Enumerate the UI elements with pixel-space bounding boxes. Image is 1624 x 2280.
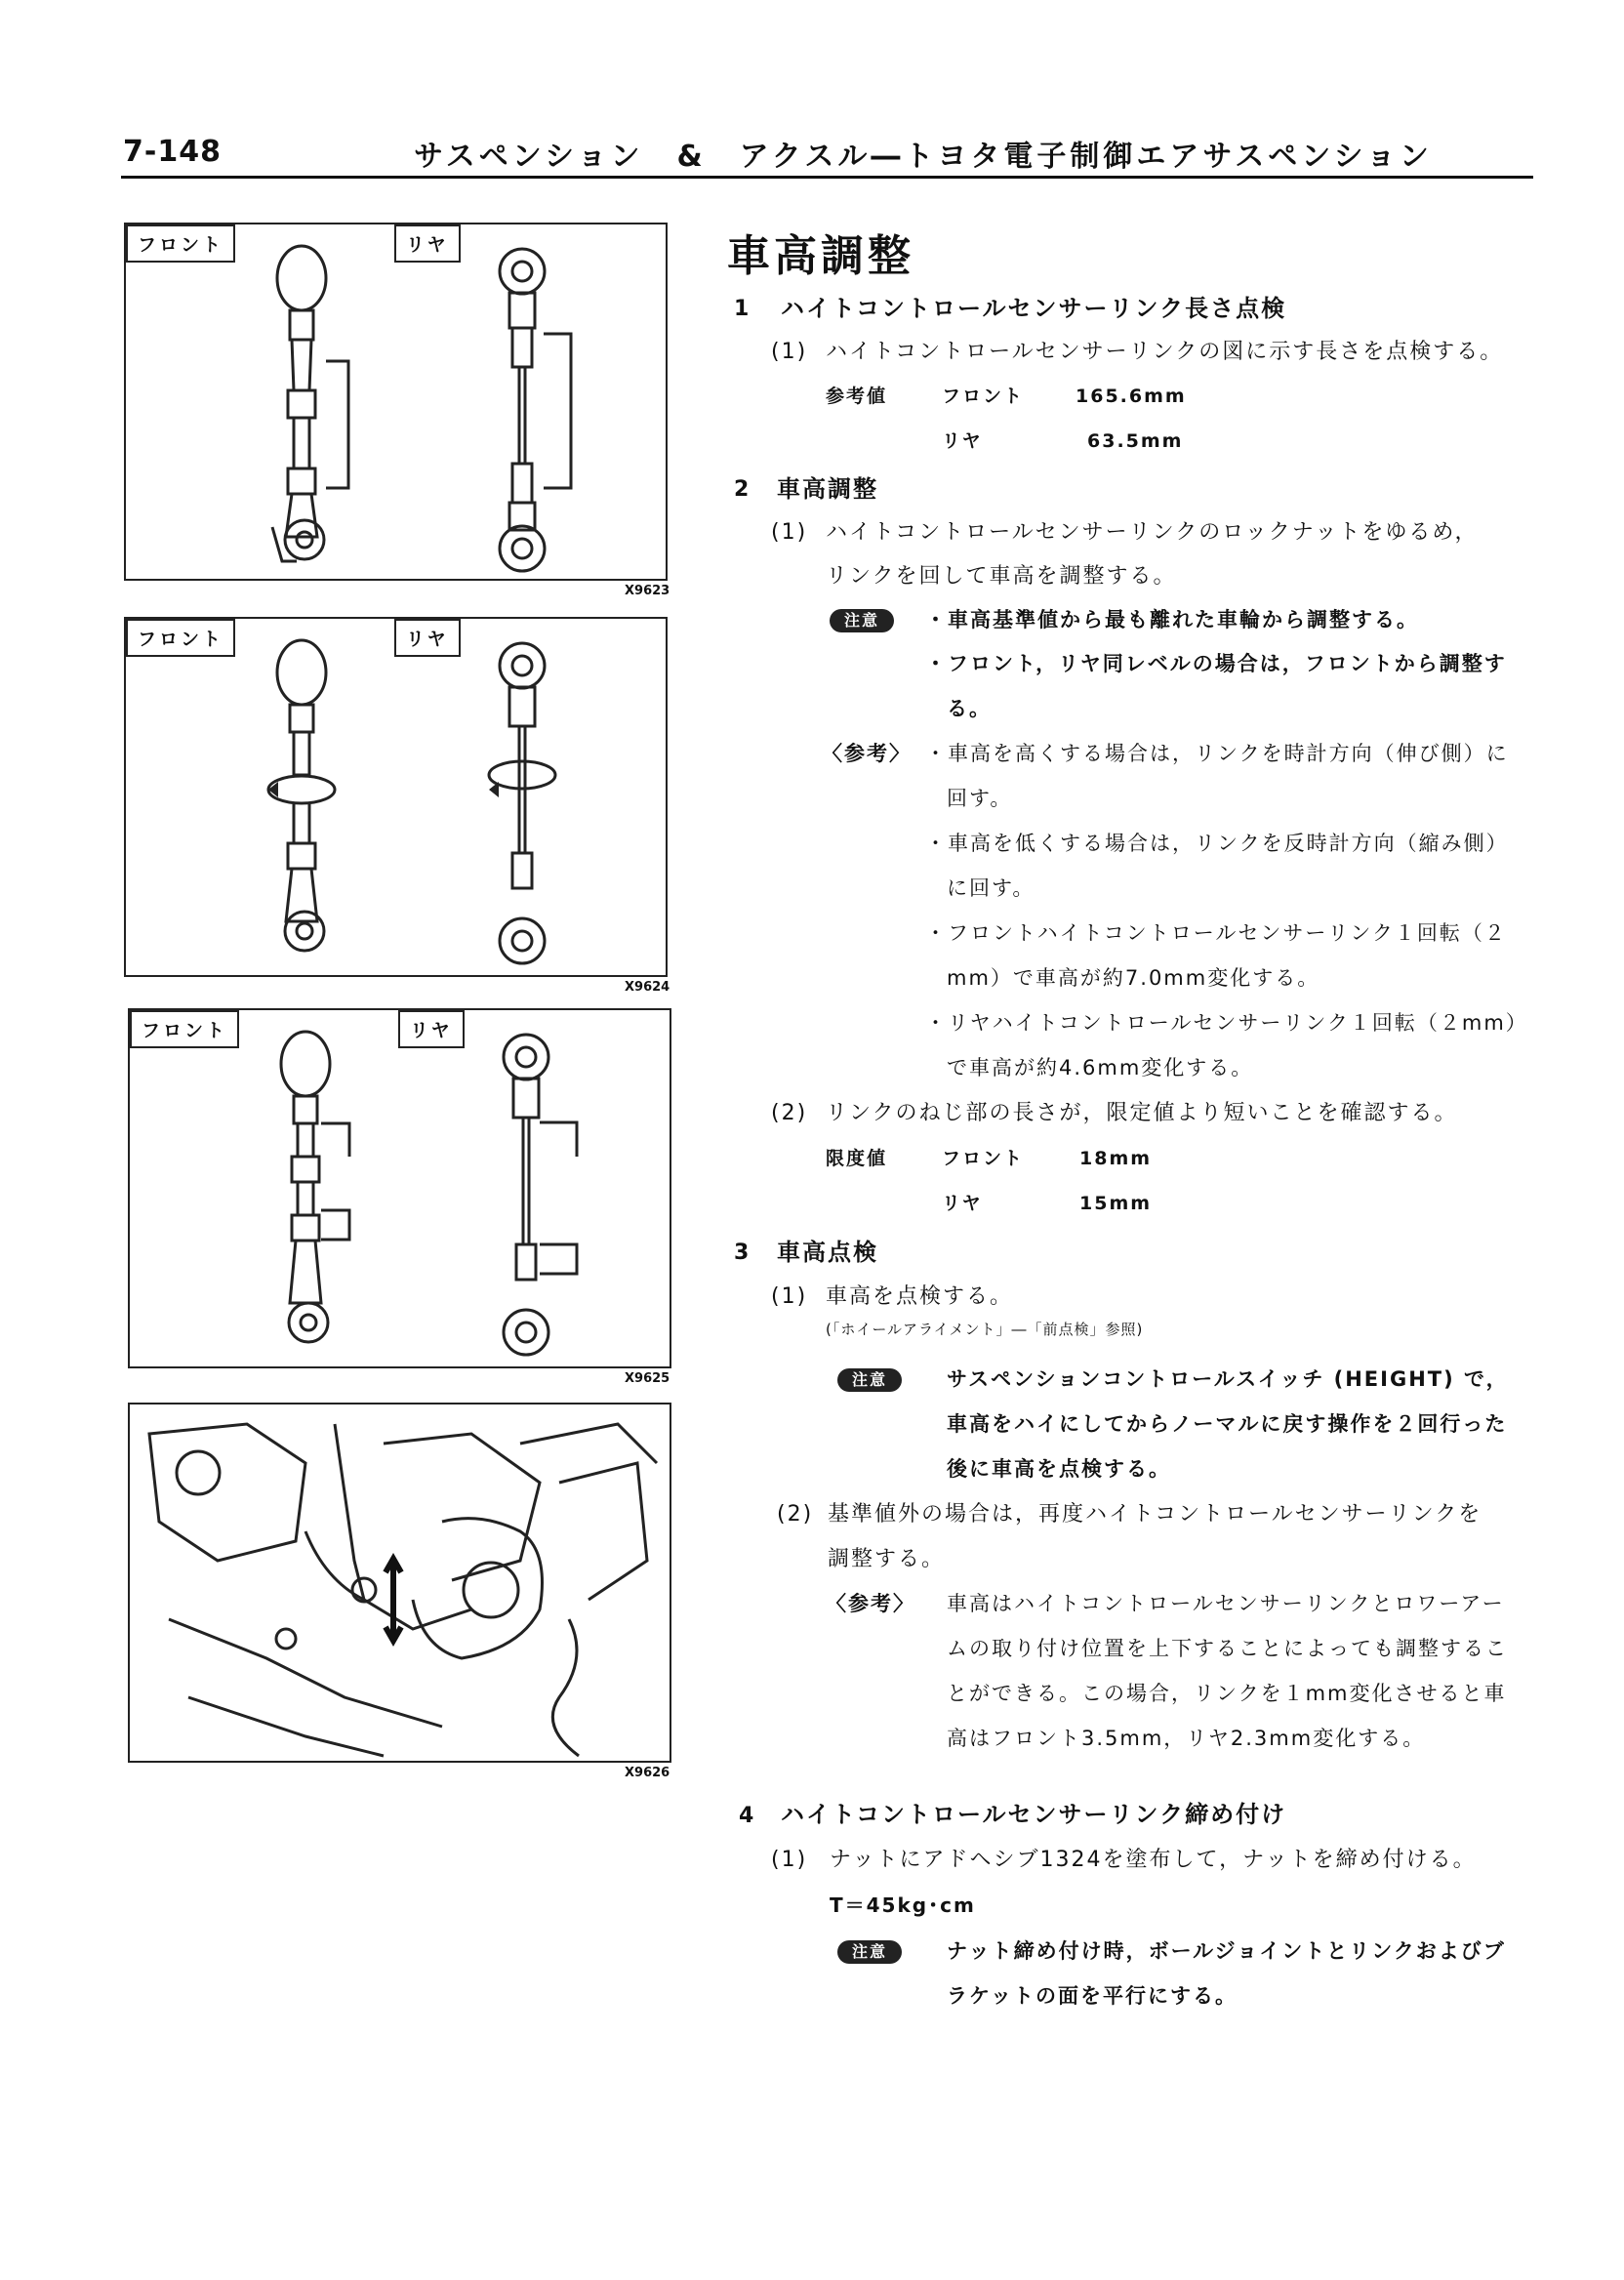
step-number: (1) [771, 520, 808, 545]
reference-note: (「ホイールアライメント」―「前点検」参照) [826, 1321, 1144, 1338]
caution-text: ・車高基準値から最も離れた車輪から調整する。 [925, 608, 1419, 631]
header-rule [121, 176, 1533, 179]
note-text: mm）で車高が約7.0mm変化する。 [947, 966, 1320, 990]
figure-code: X9623 [625, 584, 670, 598]
step-text: ナットにアドヘシブ1324を塗布して，ナットを締め付ける。 [830, 1848, 1477, 1872]
spec-rear-value: 15mm [1079, 1193, 1153, 1214]
section-number: 4 [739, 1804, 756, 1828]
note-text: ムの取り付け位置を上下することによっても調整するこ [947, 1637, 1508, 1660]
spec-rear-label: リヤ [942, 1193, 983, 1214]
section-number: 1 [734, 297, 751, 321]
front-label: フロント [126, 224, 235, 263]
section-heading: 車高点検 [777, 1239, 878, 1266]
spec-front-value: 18mm [1079, 1148, 1153, 1169]
rear-label: リヤ [394, 619, 461, 657]
page-title: 車高調整 [727, 231, 914, 281]
note-text: で車高が約4.6mm変化する。 [947, 1056, 1254, 1079]
note-text: ・車高を低くする場合は，リンクを反時計方向（縮み側） [925, 832, 1509, 855]
step-number: (2) [777, 1502, 814, 1527]
page-number: 7-148 [123, 135, 222, 169]
section-heading: ハイトコントロールセンサーリンク締め付け [781, 1801, 1287, 1828]
rear-label: リヤ [398, 1010, 465, 1048]
section-number: 2 [734, 477, 751, 502]
note-text: ・フロントハイトコントロールセンサーリンク１回転（２ [925, 921, 1507, 945]
step-text: 調整する。 [828, 1547, 946, 1571]
link-rotation-illustration [126, 619, 666, 975]
caution-text: ラケットの面を平行にする。 [947, 1984, 1238, 2008]
rear-label: リヤ [394, 224, 461, 263]
spec-front-value: 165.6mm [1076, 386, 1187, 407]
spec-front-label: フロント [942, 386, 1025, 407]
caution-text: 後に車高を点検する。 [947, 1457, 1171, 1481]
note-text: 回す。 [947, 787, 1013, 810]
note-label: 〈参考〉 [822, 742, 912, 765]
caution-badge: 注意 [837, 1940, 902, 1964]
note-text: に回す。 [947, 876, 1035, 900]
note-text: 高はフロント3.5mm，リヤ2.3mm変化する。 [947, 1727, 1426, 1750]
thread-length-illustration [130, 1010, 670, 1366]
spec-front-label: フロント [942, 1148, 1025, 1169]
step-number: (1) [771, 1848, 808, 1872]
caution-badge: 注意 [830, 609, 894, 632]
link-length-illustration [126, 224, 666, 579]
spec-rear-value: 63.5mm [1087, 430, 1184, 452]
figure-code: X9626 [625, 1766, 670, 1780]
step-text: ハイトコントロールセンサーリンクの図に示す長さを点検する。 [826, 340, 1504, 364]
caution-text: る。 [947, 697, 992, 720]
caution-text: サスペンションコントロールスイッチ (HEIGHT) で， [947, 1367, 1509, 1391]
reference-label: 参考値 [826, 386, 888, 407]
note-text: 車高はハイトコントロールセンサーリンクとロワーアー [947, 1592, 1505, 1615]
caution-badge: 注意 [837, 1368, 902, 1392]
caution-text: ・フロント，リヤ同レベルの場合は，フロントから調整す [925, 652, 1507, 675]
figure-thread-length [128, 1008, 671, 1368]
section-number: 3 [734, 1241, 751, 1265]
torque-spec: T＝45kg･cm [830, 1893, 976, 1917]
step-number: (2) [771, 1101, 808, 1125]
step-number: (1) [771, 340, 808, 364]
vehicle-mount-illustration [130, 1405, 670, 1761]
chapter-title: サスペンション & アクスル―トヨタ電子制御エアサスペンション [414, 140, 1433, 174]
figure-link-length [124, 223, 668, 581]
note-text: ・リヤハイトコントロールセンサーリンク１回転（２mm） [925, 1011, 1528, 1035]
figure-link-rotation [124, 617, 668, 977]
front-label: フロント [126, 619, 235, 657]
step-text: 車高を点検する。 [826, 1284, 1014, 1309]
figure-code: X9624 [625, 980, 670, 995]
figure-vehicle-mount [128, 1403, 671, 1763]
limit-label: 限度値 [826, 1148, 888, 1169]
step-number: (1) [771, 1284, 808, 1309]
step-text: 基準値外の場合は，再度ハイトコントロールセンサーリンクを [828, 1502, 1482, 1527]
section-heading: ハイトコントロールセンサーリンク長さ点検 [781, 295, 1287, 322]
note-text: ・車高を高くする場合は，リンクを時計方向（伸び側）に [925, 742, 1509, 765]
caution-text: 車高をハイにしてからノーマルに戻す操作を２回行った [947, 1412, 1508, 1436]
step-text: リンクを回して車高を調整する。 [826, 564, 1177, 589]
step-text: ハイトコントロールセンサーリンクのロックナットをゆるめ， [826, 520, 1479, 545]
caution-text: ナット締め付け時，ボールジョイントとリンクおよびブ [947, 1939, 1506, 1963]
note-text: とができる。この場合，リンクを１mm変化させると車 [947, 1682, 1507, 1705]
front-label: フロント [130, 1010, 239, 1048]
section-heading: 車高調整 [777, 475, 878, 503]
note-label: 〈参考〉 [826, 1592, 915, 1615]
spec-rear-label: リヤ [942, 430, 983, 452]
figure-code: X9625 [625, 1371, 670, 1386]
step-text: リンクのねじ部の長さが，限定値より短いことを確認する。 [826, 1101, 1458, 1125]
